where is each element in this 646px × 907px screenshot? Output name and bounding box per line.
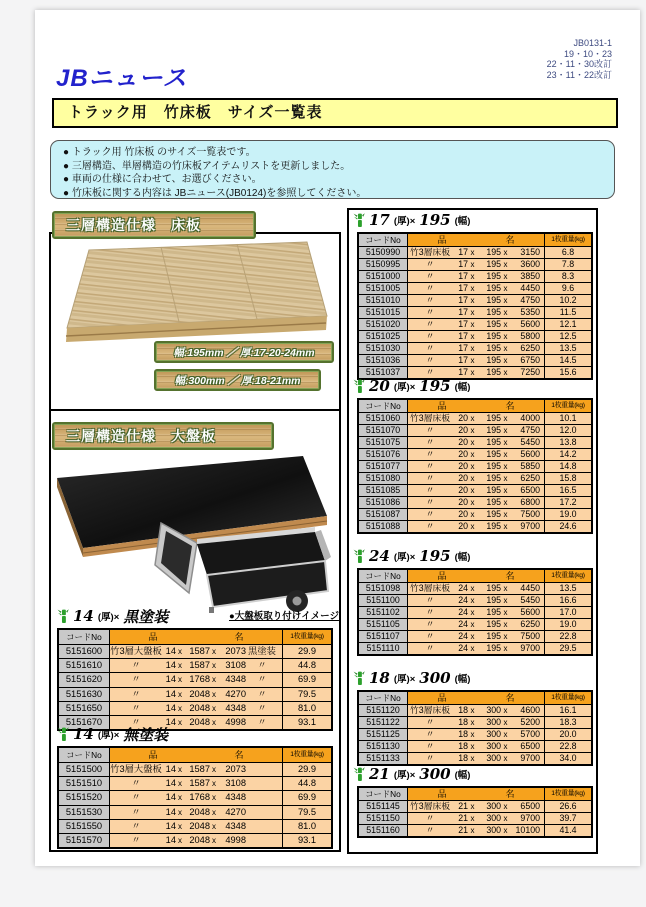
code-cell: 5151080 (359, 473, 407, 484)
size-table-20x195 (357, 398, 593, 534)
name-cell: 〃 20 x 195 x 6500 (407, 485, 544, 496)
weight-cell: 15.8 (544, 473, 591, 484)
code-cell: 5151098 (359, 583, 407, 594)
code-cell: 5151145 (359, 801, 407, 812)
code-cell: 5151620 (59, 673, 109, 686)
code-cell: 5151122 (359, 717, 407, 728)
note-item: ● 竹床板に関する内容は JBニュース(JB0124)を参照してください。 (63, 187, 367, 199)
table-title (353, 210, 593, 230)
title-second: 195 (419, 211, 451, 229)
name-cell: 竹3層床板 21 x 300 x 6500 (407, 801, 544, 812)
title-thickness-label: (厚)× (393, 770, 416, 781)
table-row (359, 812, 591, 824)
code-cell: 5151120 (359, 705, 407, 716)
name-cell: 〃 17 x 195 x 5600 (407, 319, 544, 330)
table-row (359, 630, 591, 642)
code-cell: 5151160 (359, 825, 407, 836)
table-header-row (59, 630, 331, 644)
doc-revision-2: 23・11・22改訂 (546, 69, 612, 80)
table-row (359, 318, 591, 330)
weight-cell: 69.9 (282, 791, 331, 804)
weight-cell: 7.8 (544, 259, 591, 270)
name-cell: 〃 14 x 2048 x 4998 (109, 834, 282, 847)
weight-cell: 14.5 (544, 355, 591, 366)
code-cell: 5151060 (359, 413, 407, 424)
table-row (359, 752, 591, 764)
size-table-24x195 (357, 568, 593, 656)
code-cell: 5151087 (359, 509, 407, 520)
title-second: 無塗装 (123, 725, 169, 744)
table-row (359, 330, 591, 342)
table-row (59, 805, 331, 819)
weight-cell: 81.0 (282, 820, 331, 833)
table-row (359, 424, 591, 436)
weight-cell: 44.8 (282, 659, 331, 672)
code-cell: 5151650 (59, 702, 109, 715)
table-row (359, 448, 591, 460)
name-cell: 〃 18 x 300 x 5200 (407, 717, 544, 728)
name-cell: 〃 14 x 2048 x 4348 (109, 820, 282, 833)
table-section-14-black (57, 606, 333, 731)
bamboo-icon (353, 378, 365, 395)
title-thickness: 14 (73, 607, 94, 625)
name-cell: 〃 14 x 1587 x 3108 (109, 777, 282, 790)
name-cell: 〃 20 x 195 x 9700 (407, 521, 544, 532)
table-row (359, 306, 591, 318)
bamboo-icon (353, 212, 365, 229)
weight-header: 1枚重量(kg) (544, 570, 591, 582)
code-header: コードNo (359, 234, 407, 246)
weight-cell: 8.3 (544, 271, 591, 282)
title-thickness-label: (厚)× (97, 612, 120, 623)
size-table-18x300 (357, 690, 593, 766)
name-cell: 〃 20 x 195 x 7500 (407, 509, 544, 520)
title-thickness: 14 (73, 725, 94, 743)
weight-cell: 10.1 (544, 413, 591, 424)
title-second-label: (幅) (454, 674, 471, 685)
weight-header: 1枚重量(kg) (544, 234, 591, 246)
table-row (359, 716, 591, 728)
weight-cell: 13.8 (544, 437, 591, 448)
weight-cell: 24.6 (544, 521, 591, 532)
weight-cell: 29.5 (544, 643, 591, 654)
table-row (359, 800, 591, 812)
name-cell: 〃 17 x 195 x 4750 (407, 295, 544, 306)
section-divider (51, 409, 339, 411)
table-section-17x195 (353, 210, 593, 380)
weight-cell: 15.6 (544, 367, 591, 378)
name-cell: 〃 17 x 195 x 6750 (407, 355, 544, 366)
title-second: 195 (419, 377, 451, 395)
table-row (59, 819, 331, 833)
title-thickness-label: (厚)× (393, 674, 416, 685)
code-cell: 5151530 (59, 806, 109, 819)
info-box (50, 140, 615, 199)
table-header-row (359, 692, 591, 704)
weight-cell: 16.6 (544, 595, 591, 606)
table-row (359, 704, 591, 716)
weight-cell: 29.9 (282, 645, 331, 658)
bamboo-floor-board-photo (51, 238, 335, 356)
table-title (353, 764, 593, 784)
table-header-row (359, 570, 591, 582)
table-row (359, 618, 591, 630)
title-thickness-label: (厚)× (393, 216, 416, 227)
code-header: コードNo (359, 692, 407, 704)
table-row (359, 824, 591, 836)
weight-cell: 34.0 (544, 753, 591, 764)
name-cell: 〃 24 x 195 x 6250 (407, 619, 544, 630)
table-row (359, 342, 591, 354)
code-cell: 5151550 (59, 820, 109, 833)
table-row (359, 412, 591, 424)
weight-cell: 44.8 (282, 777, 331, 790)
code-header: コードNo (59, 748, 109, 762)
weight-cell: 19.0 (544, 509, 591, 520)
code-cell: 5151670 (59, 716, 109, 729)
weight-cell: 93.1 (282, 834, 331, 847)
code-cell: 5151570 (59, 834, 109, 847)
code-cell: 5151102 (359, 607, 407, 618)
code-cell: 5151010 (359, 295, 407, 306)
code-header: コードNo (359, 400, 407, 412)
weight-cell: 29.9 (282, 763, 331, 776)
weight-cell: 18.3 (544, 717, 591, 728)
weight-cell: 79.5 (282, 688, 331, 701)
code-cell: 5151020 (359, 319, 407, 330)
size-table-14-unpainted (57, 746, 333, 849)
name-cell: 竹3層大盤板 14 x 1587 x 2073 黒塗装 (109, 645, 282, 658)
table-row (359, 594, 591, 606)
size-badge-195: 幅:195mm ／ 厚:17-20-24mm (154, 341, 334, 363)
name-cell: 竹3層床板 17 x 195 x 3150 (407, 247, 544, 258)
code-cell: 5151015 (359, 307, 407, 318)
weight-cell: 13.5 (544, 343, 591, 354)
weight-cell: 14.8 (544, 461, 591, 472)
doc-number: JB0131-1 (573, 38, 612, 48)
name-cell: 〃 17 x 195 x 4450 (407, 283, 544, 294)
table-row (59, 776, 331, 790)
name-cell: 〃 18 x 300 x 9700 (407, 753, 544, 764)
name-header: 品 名 (109, 630, 282, 644)
bamboo-icon (353, 548, 365, 565)
code-cell: 5151133 (359, 753, 407, 764)
table-row (359, 294, 591, 306)
title-second: 300 (419, 765, 451, 783)
name-cell: 〃 20 x 195 x 5450 (407, 437, 544, 448)
page-title: トラック用 竹床板 サイズ一覧表 (52, 98, 618, 128)
table-row (59, 658, 331, 672)
weight-header: 1枚重量(kg) (544, 788, 591, 800)
title-second-label: (幅) (454, 216, 471, 227)
name-cell: 〃 18 x 300 x 5700 (407, 729, 544, 740)
table-row (359, 246, 591, 258)
code-cell: 5151037 (359, 367, 407, 378)
weight-cell: 17.0 (544, 607, 591, 618)
name-header: 品 名 (407, 400, 544, 412)
note-item: ● 三層構造、単層構造の竹床板アイテムリストを更新しました。 (63, 160, 351, 172)
name-cell: 〃 17 x 195 x 5350 (407, 307, 544, 318)
title-thickness: 17 (369, 211, 390, 229)
bamboo-icon (353, 670, 365, 687)
code-cell: 5151630 (59, 688, 109, 701)
name-header: 品 名 (407, 692, 544, 704)
table-row (59, 644, 331, 658)
document-page (35, 10, 640, 866)
title-thickness: 21 (369, 765, 390, 783)
title-second: 195 (419, 547, 451, 565)
table-header-row (359, 234, 591, 246)
name-cell: 〃 20 x 195 x 4750 (407, 425, 544, 436)
weight-cell: 16.5 (544, 485, 591, 496)
code-cell: 5151070 (359, 425, 407, 436)
table-row (59, 701, 331, 715)
name-cell: 〃 14 x 1768 x 4348 〃 (109, 673, 282, 686)
size-badge-300: 幅:300mm ／ 厚:18-21mm (154, 369, 321, 391)
table-row (359, 460, 591, 472)
table-section-20x195 (353, 376, 593, 534)
table-section-14-unpainted (57, 724, 333, 849)
table-section-24x195 (353, 546, 593, 656)
weight-header: 1枚重量(kg) (544, 400, 591, 412)
code-cell: 5151150 (359, 813, 407, 824)
name-cell: 〃 21 x 300 x 10100 (407, 825, 544, 836)
weight-cell: 13.5 (544, 583, 591, 594)
title-second-label: (幅) (454, 382, 471, 393)
name-cell: 〃 14 x 2048 x 4348 〃 (109, 702, 282, 715)
table-title (353, 376, 593, 396)
weight-cell: 20.0 (544, 729, 591, 740)
weight-cell: 9.6 (544, 283, 591, 294)
name-cell: 竹3層床板 24 x 195 x 4450 (407, 583, 544, 594)
table-row (59, 672, 331, 686)
weight-header: 1枚重量(kg) (282, 630, 331, 644)
table-row (59, 833, 331, 847)
name-cell: 〃 24 x 195 x 7500 (407, 631, 544, 642)
table-row (59, 762, 331, 776)
code-cell: 5150990 (359, 247, 407, 258)
code-cell: 5151000 (359, 271, 407, 282)
title-thickness-label: (厚)× (393, 382, 416, 393)
table-row (359, 496, 591, 508)
install-note: ●大盤板取り付けイメージ (229, 611, 339, 622)
name-cell: 〃 17 x 195 x 6250 (407, 343, 544, 354)
name-cell: 〃 17 x 195 x 3600 (407, 259, 544, 270)
table-row (59, 687, 331, 701)
code-cell: 5151076 (359, 449, 407, 460)
code-header: コードNo (359, 788, 407, 800)
name-header: 品 名 (407, 788, 544, 800)
table-row (359, 740, 591, 752)
weight-cell: 6.8 (544, 247, 591, 258)
code-cell: 5150995 (359, 259, 407, 270)
code-cell: 5151100 (359, 595, 407, 606)
title-thickness-label: (厚)× (393, 552, 416, 563)
weight-cell: 10.2 (544, 295, 591, 306)
code-header: コードNo (59, 630, 109, 644)
weight-cell: 93.1 (282, 716, 331, 729)
doc-date: 19・10・23 (563, 48, 612, 59)
code-cell: 5151125 (359, 729, 407, 740)
name-cell: 〃 14 x 2048 x 4998 〃 (109, 716, 282, 729)
weight-cell: 12.1 (544, 319, 591, 330)
name-cell: 〃 14 x 2048 x 4270 〃 (109, 688, 282, 701)
section-badge-daiban: 三層構造仕様 大盤板 (52, 422, 274, 450)
code-cell: 5151005 (359, 283, 407, 294)
bamboo-icon (57, 726, 69, 743)
title-thickness: 20 (369, 377, 390, 395)
truck-bed-photo (147, 513, 337, 613)
weight-cell: 26.6 (544, 801, 591, 812)
code-cell: 5151075 (359, 437, 407, 448)
table-row (359, 354, 591, 366)
code-cell: 5151077 (359, 461, 407, 472)
name-cell: 〃 24 x 195 x 5450 (407, 595, 544, 606)
weight-cell: 16.1 (544, 705, 591, 716)
table-row (359, 642, 591, 654)
title-second: 黒塗装 (123, 607, 169, 626)
code-cell: 5151107 (359, 631, 407, 642)
doc-number-block (547, 38, 612, 80)
table-row (359, 484, 591, 496)
title-thickness: 18 (369, 669, 390, 687)
table-title (57, 606, 333, 626)
size-table-17x195 (357, 232, 593, 380)
table-title (353, 546, 593, 566)
code-cell: 5151025 (359, 331, 407, 342)
name-cell: 〃 14 x 1768 x 4348 (109, 791, 282, 804)
size-table-14-black (57, 628, 333, 731)
weight-cell: 39.7 (544, 813, 591, 824)
code-cell: 5151520 (59, 791, 109, 804)
name-cell: 〃 14 x 1587 x 3108 〃 (109, 659, 282, 672)
table-title (353, 668, 593, 688)
name-cell: 〃 20 x 195 x 6800 (407, 497, 544, 508)
code-cell: 5151130 (359, 741, 407, 752)
weight-cell: 19.0 (544, 619, 591, 630)
code-cell: 5151110 (359, 643, 407, 654)
table-header-row (359, 400, 591, 412)
code-cell: 5151086 (359, 497, 407, 508)
title-thickness: 24 (369, 547, 390, 565)
code-cell: 5151510 (59, 777, 109, 790)
name-cell: 竹3層床板 20 x 195 x 4000 (407, 413, 544, 424)
name-cell: 〃 17 x 195 x 5800 (407, 331, 544, 342)
code-cell: 5151500 (59, 763, 109, 776)
name-cell: 〃 17 x 195 x 3850 (407, 271, 544, 282)
weight-header: 1枚重量(kg) (282, 748, 331, 762)
code-cell: 5151088 (359, 521, 407, 532)
name-cell: 〃 14 x 2048 x 4270 (109, 806, 282, 819)
name-cell: 〃 18 x 300 x 6500 (407, 741, 544, 752)
weight-cell: 22.8 (544, 741, 591, 752)
table-row (359, 520, 591, 532)
weight-cell: 11.5 (544, 307, 591, 318)
name-header: 品 名 (109, 748, 282, 762)
table-header-row (59, 748, 331, 762)
code-cell: 5151085 (359, 485, 407, 496)
weight-cell: 17.2 (544, 497, 591, 508)
weight-cell: 41.4 (544, 825, 591, 836)
name-cell: 〃 20 x 195 x 5850 (407, 461, 544, 472)
code-cell: 5151610 (59, 659, 109, 672)
name-header: 品 名 (407, 234, 544, 246)
table-row (59, 790, 331, 804)
name-header: 品 名 (407, 570, 544, 582)
name-cell: 〃 20 x 195 x 6250 (407, 473, 544, 484)
jb-news-logo: JBニュース (56, 65, 188, 92)
code-cell: 5151600 (59, 645, 109, 658)
bamboo-icon (57, 608, 69, 625)
table-title (57, 724, 333, 744)
weight-cell: 14.2 (544, 449, 591, 460)
table-row (359, 472, 591, 484)
title-second-label: (幅) (454, 552, 471, 563)
section-badge-floor-board: 三層構造仕様 床板 (52, 211, 256, 239)
title-second-label: (幅) (454, 770, 471, 781)
title-thickness-label: (厚)× (97, 730, 120, 741)
weight-cell: 79.5 (282, 806, 331, 819)
code-cell: 5151105 (359, 619, 407, 630)
table-row (359, 606, 591, 618)
bamboo-icon (353, 766, 365, 783)
weight-cell: 12.0 (544, 425, 591, 436)
name-cell: 〃 20 x 195 x 5600 (407, 449, 544, 460)
table-row (359, 282, 591, 294)
title-second: 300 (419, 669, 451, 687)
table-header-row (359, 788, 591, 800)
code-header: コードNo (359, 570, 407, 582)
name-cell: 竹3層大盤板 14 x 1587 x 2073 (109, 763, 282, 776)
weight-cell: 69.9 (282, 673, 331, 686)
size-table-21x300 (357, 786, 593, 838)
weight-cell: 81.0 (282, 702, 331, 715)
code-cell: 5151030 (359, 343, 407, 354)
note-item: ● 車両の仕様に合わせて、お選びください。 (63, 174, 262, 185)
weight-cell: 22.8 (544, 631, 591, 642)
table-row (359, 508, 591, 520)
table-row (359, 728, 591, 740)
weight-cell: 12.5 (544, 331, 591, 342)
name-cell: 〃 24 x 195 x 9700 (407, 643, 544, 654)
table-section-18x300 (353, 668, 593, 766)
table-section-21x300 (353, 764, 593, 838)
table-row (359, 258, 591, 270)
table-row (359, 582, 591, 594)
weight-header: 1枚重量(kg) (544, 692, 591, 704)
name-cell: 〃 21 x 300 x 9700 (407, 813, 544, 824)
name-cell: 竹3層床板 18 x 300 x 4600 (407, 705, 544, 716)
doc-revision-1: 22・11・30改訂 (546, 59, 612, 69)
name-cell: 〃 24 x 195 x 5600 (407, 607, 544, 618)
table-row (359, 270, 591, 282)
table-row (359, 436, 591, 448)
name-cell: 〃 17 x 195 x 7250 (407, 367, 544, 378)
code-cell: 5151036 (359, 355, 407, 366)
note-item: ● トラック用 竹床板 のサイズ一覧表です。 (63, 147, 256, 158)
